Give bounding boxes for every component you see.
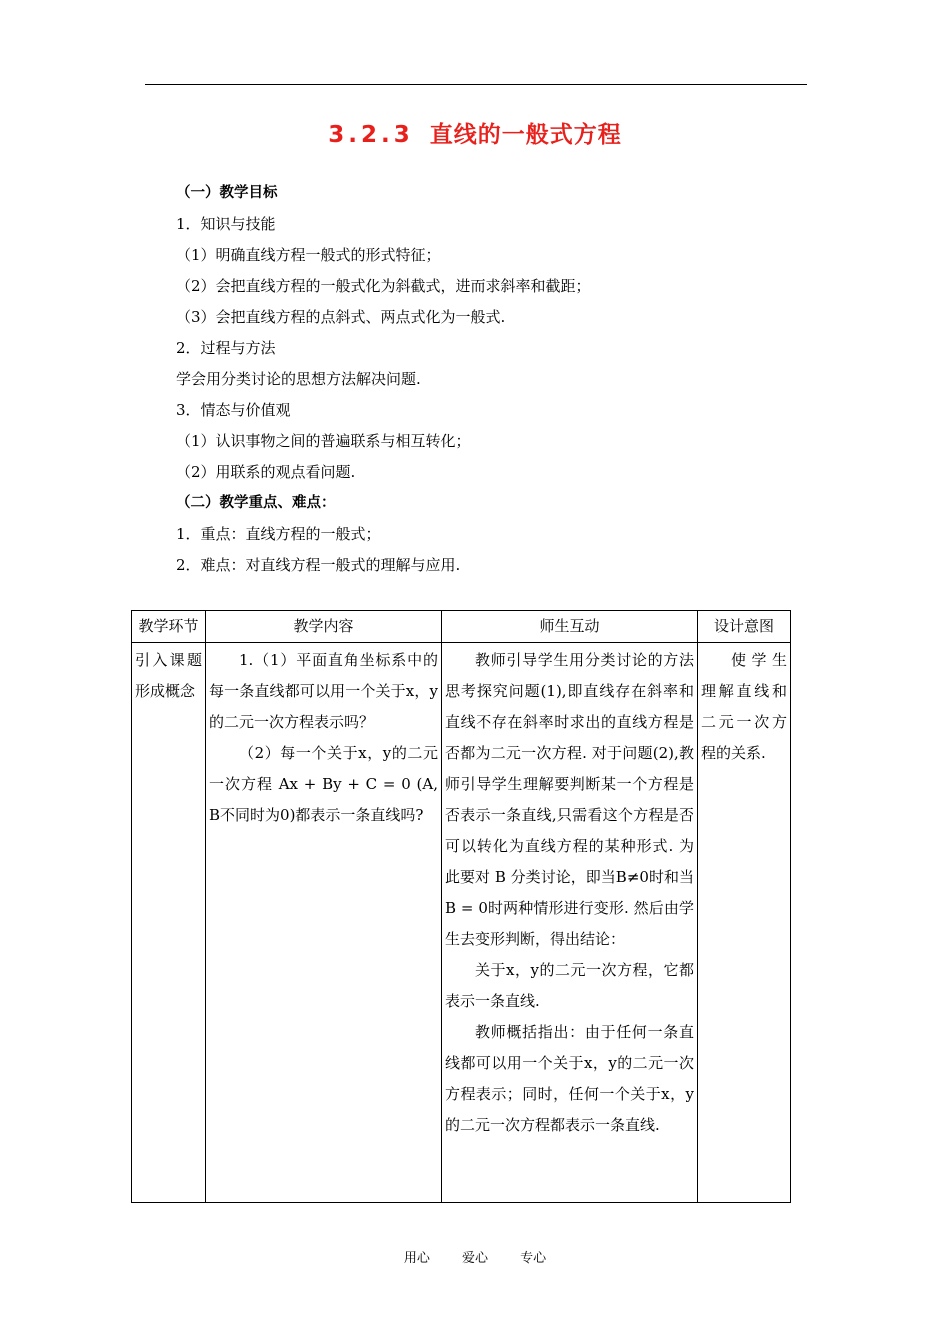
lesson-plan-table	[131, 610, 791, 1203]
footer-word: 用心	[403, 1251, 430, 1266]
objective-line: （3）会把直线方程的点斜式、两点式化为一般式.	[176, 308, 506, 326]
heading-key-points: （二）教学重点、难点：	[176, 495, 336, 511]
document-title	[0, 116, 950, 149]
objective-line: （2）会把直线方程的一般式化为斜截式，进而求斜率和截距；	[176, 277, 591, 295]
header-interaction: 师生互动	[442, 611, 698, 643]
objective-line: （2）用联系的观点看问题.	[176, 463, 356, 481]
table-header-row	[132, 611, 791, 643]
objective-line: （1）明确直线方程一般式的形式特征；	[176, 246, 441, 264]
objective-line: 1．知识与技能	[176, 215, 276, 233]
cell-intent	[698, 643, 791, 1203]
header-intent: 设计意图	[698, 611, 791, 643]
objective-line: 学会用分类讨论的思想方法解决问题.	[176, 370, 421, 388]
header-rule	[145, 84, 807, 85]
table-row	[132, 643, 791, 1203]
header-stage: 教学环节	[132, 611, 206, 643]
content-paragraph: （2）每一个关于x，y的二元一次方程 Ax + By + C = 0 (A, B不同时为0)都表示一条直线吗?	[209, 744, 438, 824]
objective-line: 2．过程与方法	[176, 339, 276, 357]
cell-content	[206, 643, 442, 1203]
key-point-line: 1．重点：直线方程的一般式；	[176, 525, 381, 543]
objective-line: （1）认识事物之间的普遍联系与相互转化；	[176, 432, 471, 450]
title-text: 直线的一般式方程	[429, 122, 622, 148]
header-content: 教学内容	[206, 611, 442, 643]
objective-line: 3．情态与价值观	[176, 401, 291, 419]
key-point-line: 2．难点：对直线方程一般式的理解与应用.	[176, 556, 461, 574]
interaction-paragraph: 教师引导学生用分类讨论的方法思考探究问题(1),即直线存在斜率和直线不存在斜率时求出的直线方程是否都为二元一次方程. 对于问题(2),教师引导学生理解要判断某一个方程是否表示一条直线,只需看这个方程是否可以转化为直线方程的某种形式. 为此要对 B 分类讨论，即当B≠0时和当B = 0时两种情形进行变形. 然后由学生去变形判断，得出结论：	[445, 651, 694, 948]
footer-word: 专心	[520, 1251, 547, 1266]
intent-paragraph: 使学生理解直线和二元一次方程的关系.	[701, 651, 787, 762]
cell-stage: 引入课题形成概念	[132, 643, 206, 1203]
footer-word: 爱心	[461, 1251, 488, 1266]
objectives-section	[176, 178, 796, 581]
heading-objectives: （一）教学目标	[176, 185, 278, 201]
cell-interaction	[442, 643, 698, 1203]
content-paragraph: 1.（1）平面直角坐标系中的每一条直线都可以用一个关于x，y的二元一次方程表示吗？	[209, 651, 438, 731]
interaction-paragraph: 教师概括指出：由于任何一条直线都可以用一个关于x，y的二元一次方程表示；同时，任何一个关于x，y的二元一次方程都表示一条直线.	[445, 1023, 694, 1134]
interaction-paragraph: 关于x，y的二元一次方程，它都表示一条直线.	[445, 961, 694, 1010]
section-number: 3.2.3	[328, 122, 414, 148]
page-footer	[0, 1247, 950, 1266]
